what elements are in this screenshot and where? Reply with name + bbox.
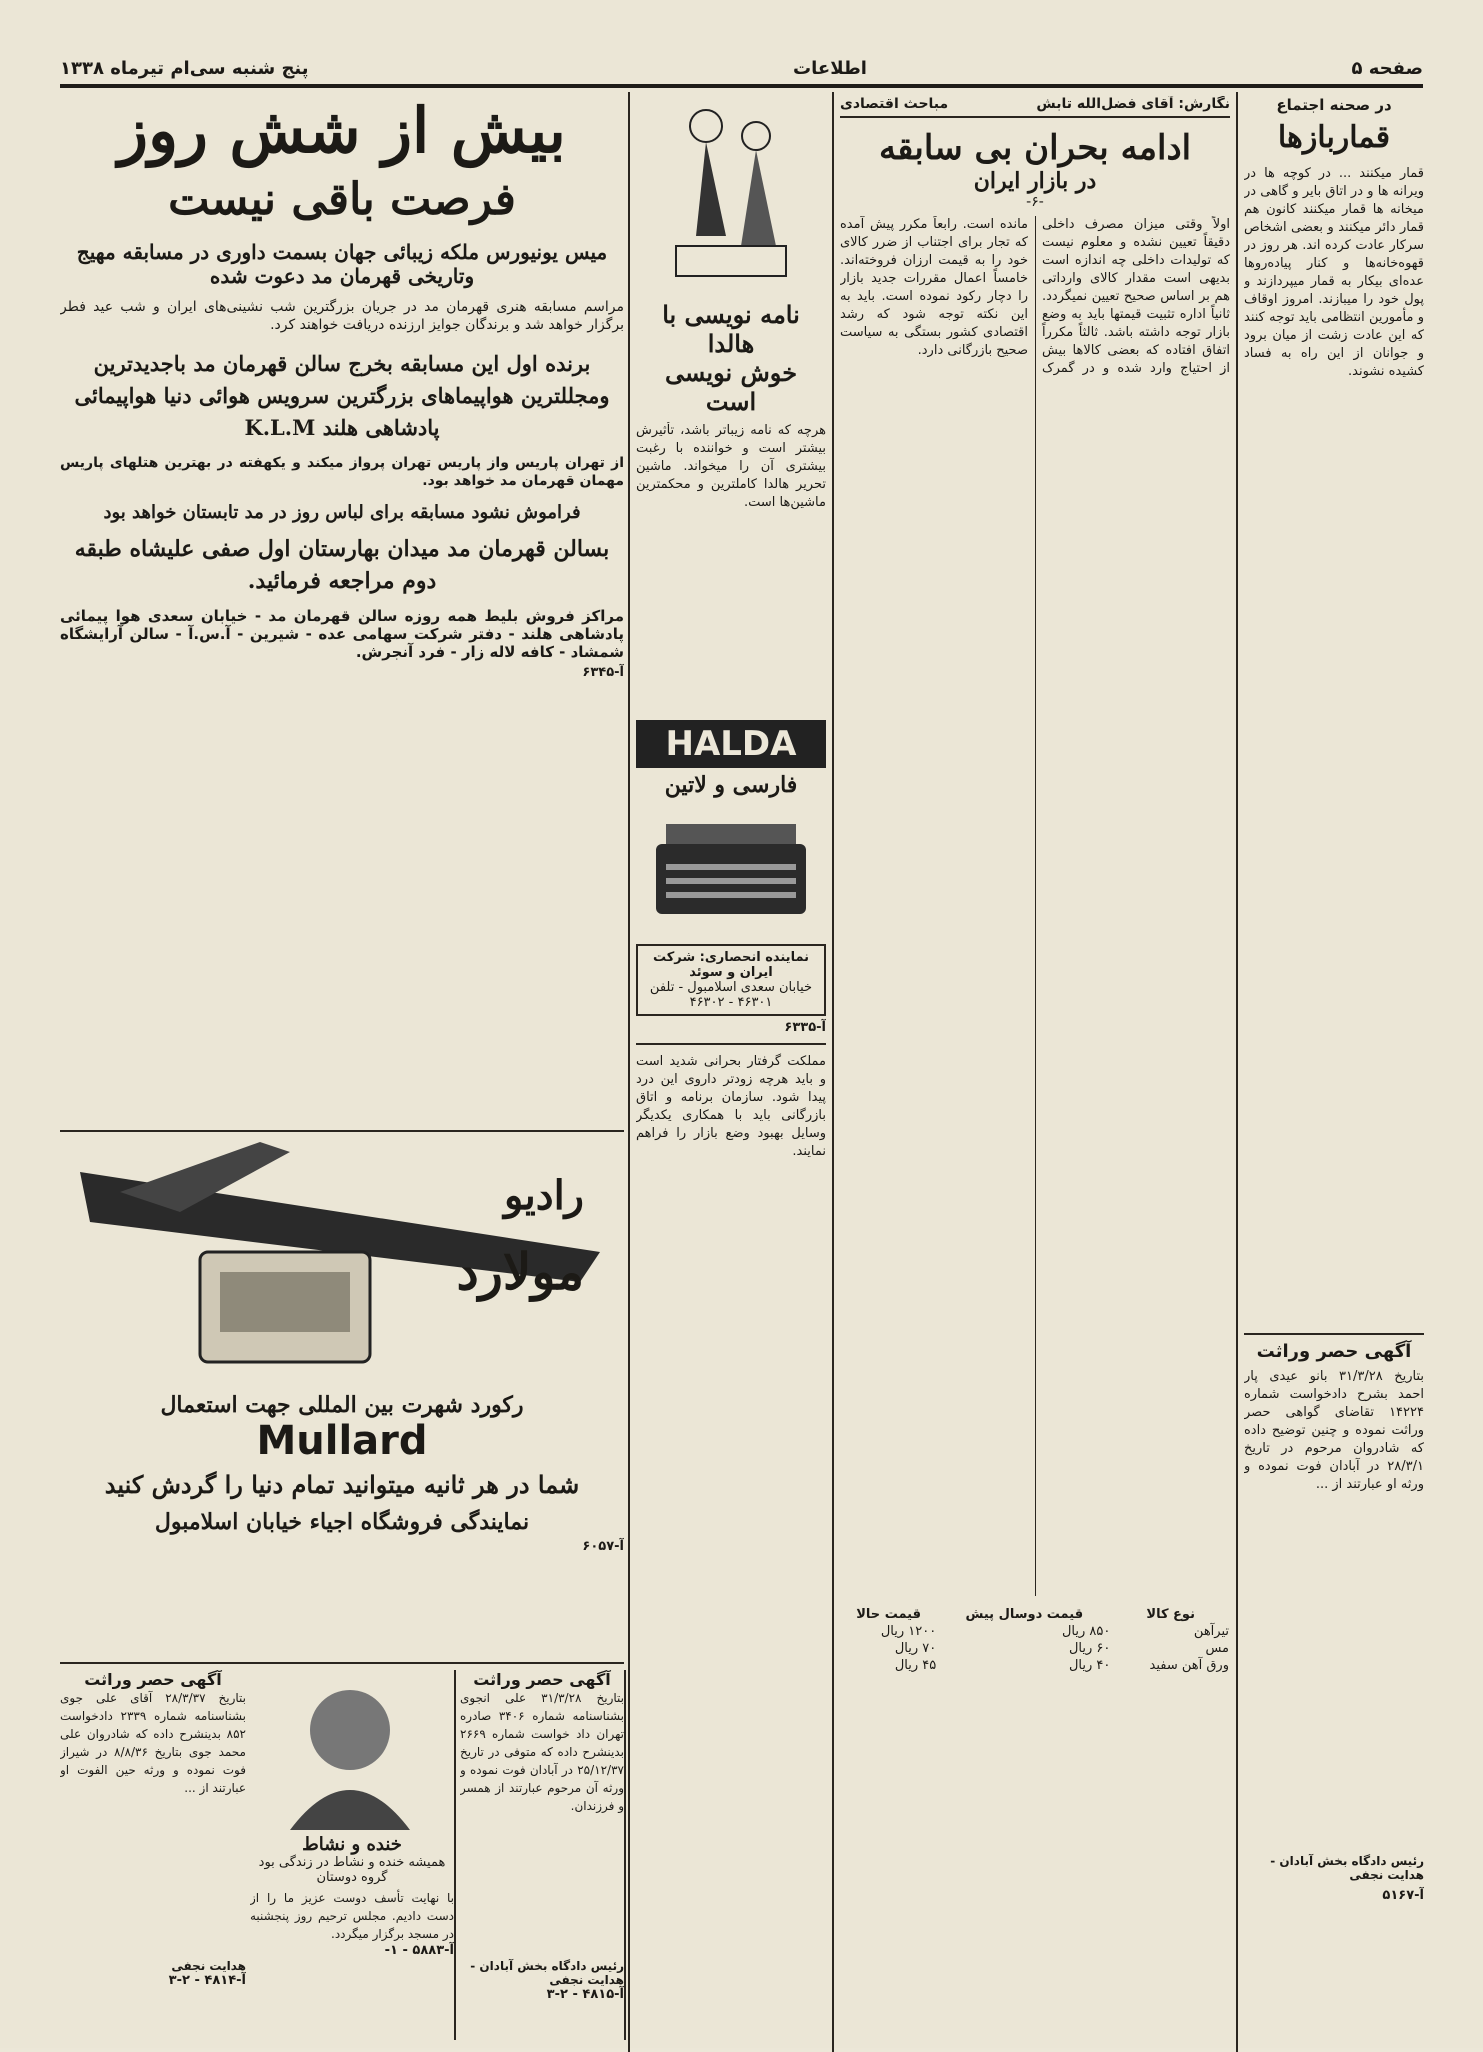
- table-header: نوع کالا: [1146, 1607, 1195, 1622]
- halda-copy: هرچه که نامه زیباتر باشد، تأثیرش بیشتر است و خواننده با رغبت بیشتری آن را میخواند. ماشین تحریر هالدا کاملترین و محکمترین ماشین‌ها است.: [636, 423, 826, 510]
- typewriter-icon: [636, 804, 826, 934]
- crisis-article-body: اولاً وقتی میزان مصرف داخلی دقیقاً تعیین نشده و معلوم نیست که تولیدات داخلی چه اندازه است بدیهی است مقدار کالای وارداتی هم بر اساس صحیح تعیین نمیگردد. ثانیاً اداره تثبیت قیمتها باید به وضع بازار توجه داشته باشد. ثالثاً مکرراً اتفاق افتاده که بعضی کالاها بیش از احتیاج وارد شده و در گمرک مانده است. رابعاً مکرر پیش آمده که تجار برای اجتناب از ضرر کالای خود را به قیمت ارزان فروخته‌اند. خامساً اعمال مقررات جدید بازار را دچار رکود نموده است. باید به این نکته توجه شود که رشد اقتصادی کشور بستگی به سیاست صحیح بازرگانی دارد.: [840, 217, 1230, 376]
- section: مباحث اقتصادی: [840, 96, 949, 112]
- halda-headline-2: خوش نویسی است: [664, 358, 798, 416]
- inheritance-ad-body: بتاریخ ۲۸/۳/۳۷ آقای علی جوی بشناسنامه شماره ۲۳۳۹ دادخواست ۸۵۲ بدینشرح داده که شادروان علی محمد جوی بتاریخ ۸/۸/۳۶ در شیراز فوت نموده و ورثه حین الفوت او عبارتند از ...: [60, 1691, 246, 1795]
- portrait-icon: [250, 1670, 450, 1830]
- inheritance-ad-sign: رئیس دادگاه بخش آبادان - هدایت نجفی: [470, 1959, 624, 1987]
- newspaper-title: اطلاعات: [793, 57, 867, 79]
- inheritance-ad-title: آگهی حصر وراثت: [84, 1670, 222, 1689]
- page-number: صفحه ۵: [1351, 57, 1423, 79]
- halda-agent-address: خیابان سعدی اسلامبول - تلفن ۴۶۳۰۱ - ۴۶۳۰۲: [649, 980, 813, 1010]
- obituary-line-1: همیشه خنده و نشاط در زندگی بود: [258, 1855, 446, 1870]
- contest-headline: بیش از شش روز: [118, 96, 566, 167]
- obituary-title: خنده و نشاط: [302, 1834, 402, 1855]
- table-cell: ۶۰ ریال: [1068, 1641, 1111, 1656]
- halda-agent: نماینده انحصاری: شرکت ایران و سوئد: [652, 950, 810, 980]
- page-header: [60, 52, 1423, 88]
- contest-reminder: فراموش نشود مسابقه برای لباس روز در مد تابستان خواهد بود: [103, 502, 581, 523]
- inheritance-ad-title: آگهی حصر وراثت: [473, 1670, 611, 1689]
- crisis-subhead: در بازار ایران: [973, 168, 1097, 194]
- author: نگارش: آقای فضل‌الله تابش: [1036, 96, 1230, 112]
- contest-line-1: میس یونیورس ملکه زیبائی جهان بسمت داوری در مسابقه مهیج: [76, 240, 608, 264]
- ad-code: آ-۶۳۳۵: [784, 1020, 826, 1035]
- inheritance-ad: [1244, 1333, 1424, 1903]
- ad-code: آ-۶۳۴۵: [582, 665, 624, 680]
- column-divider: [1236, 92, 1238, 2052]
- mullard-radio-ad: [60, 1130, 624, 1664]
- table-row: [840, 1640, 1230, 1657]
- inheritance-ad-2: [460, 1670, 626, 2040]
- contest-intro: مراسم مسابقه هنری قهرمان مد در جریان بزرگترین شب نشینی‌های ایران و شب عید فطر برگزار خواهد شد و برندگان جوایز ارزنده دریافت خواهند کرد.: [60, 299, 624, 333]
- obituary-line-2: گروه دوستان: [316, 1870, 388, 1885]
- halda-script: فارسی و لاتین: [664, 772, 798, 798]
- radio-word: رادیو: [503, 1172, 584, 1219]
- table-cell: مس: [1205, 1641, 1229, 1656]
- inheritance-ad-3: [60, 1670, 246, 2040]
- halda-headline-1: نامه نویسی با هالدا: [662, 300, 800, 358]
- gambling-article: قمار میکنند ... در کوچه ها در ویرانه ها و در اتاق بایر و گاهی در میخانه ها قمار میکنند کانون هم قمار دائر میکنند و بعضی اشخاص سرکار عادت کرده اند. هر روز در قهوه‌خانه‌ها و کنار پیاده‌روها عده‌ای بیکار به قمار میپردازند و پول خود را میبازند. امروز اوقاف و مأمورین انتظامی باید توجه کنند که این عادت زشت از میان برود و جوانان از این راه به فساد کشیده نشوند.: [1244, 166, 1424, 379]
- crisis-article-column: [840, 96, 1230, 2041]
- issue-date: پنج شنبه سی‌ام تیرماه ۱۳۳۸: [60, 57, 309, 79]
- obituary-caption: با نهایت تأسف دوست عزیز ما را از دست دادیم. مجلس ترحیم روز پنجشنبه در مسجد برگزار میگردد.: [250, 1891, 454, 1941]
- radio-agent: نمایندگی فروشگاه اجیاء خیابان اسلامبول: [154, 1509, 530, 1535]
- price-table: [840, 1606, 1230, 1674]
- table-cell: تیرآهن: [1193, 1624, 1229, 1639]
- ad-code: آ-۶۰۵۷: [582, 1539, 624, 1554]
- table-cell: ۴۰ ریال: [1068, 1658, 1111, 1673]
- ticket-outlets: مراکز فروش بلیط همه روزه سالن قهرمان مد - خیابان سعدی هوا پیمائی پادشاهی هلند - دفتر شرکت سهامی عده - شیرین - آ.س.آ - سالن آرایشگاه شمشاد - کافه لاله زار - فرد آنجرش.: [60, 607, 624, 661]
- contest-subheadline: فرصت باقی نیست: [168, 174, 516, 225]
- table-row: [840, 1623, 1230, 1640]
- illustration-people: [636, 96, 826, 296]
- halda-agent-box: [636, 944, 826, 1016]
- table-cell: ۴۵ ریال: [894, 1658, 937, 1673]
- contest-details: از تهران پاریس واز پاریس تهران پرواز میکند و یکهفته در بهترین هتلهای پاریس مهمان قهرمان مد خواهد بود.: [60, 455, 624, 489]
- column-divider-horizontal: [636, 1043, 826, 1045]
- halda-logo: HALDA: [636, 720, 826, 768]
- inheritance-ad-body: بتاریخ ۳۱/۳/۲۸ علی انجوی بشناسنامه شماره ۳۴۰۶ صادره تهران داد خواست شماره ۲۶۶۹ بدینشرح داده که متوفی در تاریخ ۲۵/۱۲/۳۷ در آبادان فوت نموده و ورثه آن مرحوم عبارتند از همسر و فرزندان.: [460, 1691, 624, 1813]
- table-row: [840, 1657, 1230, 1674]
- column-divider: [628, 92, 630, 2052]
- obituary-ad: [250, 1670, 456, 2040]
- section-tag: در صحنه اجتماع: [1276, 96, 1392, 114]
- table-cell: ۷۰ ریال: [894, 1641, 937, 1656]
- article-byline: [840, 96, 1230, 118]
- table-cell: ۸۵۰ ریال: [1061, 1624, 1111, 1639]
- radio-pitch: شما در هر ثانیه میتوانید تمام دنیا را گردش کنید: [104, 1470, 580, 1499]
- inheritance-ad-sign: هدایت نجفی: [171, 1959, 246, 1973]
- table-cell: ۱۲۰۰ ریال: [880, 1624, 937, 1639]
- article-part: -۶-: [1026, 194, 1044, 210]
- column-divider: [832, 92, 834, 2052]
- ad-code: آ-۵۱۶۷: [1382, 1888, 1424, 1903]
- fashion-contest-ad: [60, 96, 624, 1126]
- gambling-column: [1244, 96, 1424, 2041]
- brand-persian: مولارد: [456, 1242, 584, 1301]
- couple-illustration-icon: [636, 96, 826, 296]
- table-header: قیمت دوسال پیش: [965, 1607, 1084, 1622]
- inheritance-ad-title: آگهی حصر وراثت: [1256, 1341, 1412, 1362]
- brand-latin: Mullard: [256, 1418, 428, 1464]
- radio-slogan: رکورد شهرت بین المللی جهت استعمال: [160, 1392, 524, 1418]
- gambling-headline: قماربازها: [1277, 120, 1391, 155]
- halda-column: [636, 96, 826, 2041]
- ad-code: آ-۴۸۱۵ - ۲-۳: [546, 1987, 624, 2002]
- table-cell: ورق آهن سفید: [1149, 1658, 1229, 1673]
- table-header: قیمت حالا: [856, 1607, 921, 1622]
- continuation-article: مملکت گرفتار بحرانی شدید است و باید هرچه زودتر داروی این درد پیدا شود. سازمان برنامه و اتاق بازرگانی باید با همکاری یکدیگر وسایل بهبود وضع بازار را فراهم نمایند.: [636, 1054, 826, 1159]
- ad-code: آ-۵۸۸۳ - ۱-: [384, 1943, 454, 1958]
- ad-code: آ-۴۸۱۴ - ۲-۳: [168, 1973, 246, 1988]
- contest-prize: برنده اول این مسابقه بخرج سالن قهرمان مد باجدیدترین ومجللترین هواپیماهای بزرگترین سرویس هوائی دنیا هواپیمائی پادشاهی هلند K.L.M: [74, 351, 610, 440]
- inheritance-ad-sign: رئیس دادگاه بخش آبادان - هدایت نجفی: [1270, 1854, 1424, 1882]
- inheritance-ad-body: بتاریخ ۳۱/۳/۲۸ بانو عیدی پار احمد بشرح دادخواست شماره ۱۴۲۲۴ تقاضای گواهی حصر وراثت نموده و چنین توضیح داده که شادروان مرحوم در تاریخ ۲۸/۳/۱ در آبادان فوت نموده و ورثه او عبارتند از ...: [1244, 1369, 1424, 1492]
- contest-line-2: وتاریخی قهرمان مد دعوت شده: [209, 264, 475, 288]
- crisis-headline: ادامه بحران بی سابقه: [878, 128, 1192, 168]
- contest-location: بسالن قهرمان مد میدان بهارستان اول صفی علیشاه طبقه دوم مراجعه فرمائید.: [74, 536, 610, 594]
